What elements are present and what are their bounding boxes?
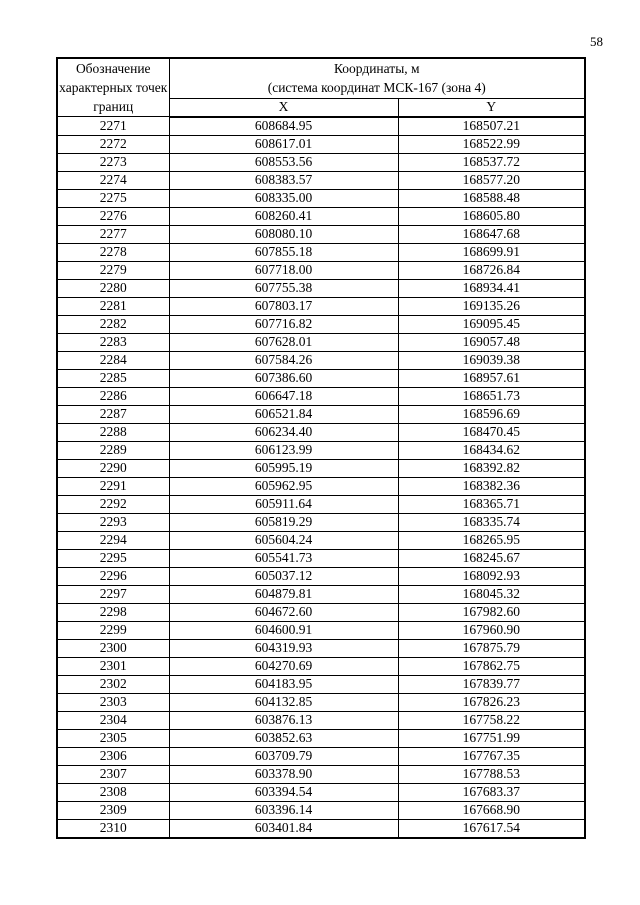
x-coordinate-cell: 603709.79 [169, 747, 398, 765]
point-id-cell: 2298 [57, 603, 169, 621]
y-coordinate-cell: 169095.45 [398, 315, 585, 333]
point-id-cell: 2289 [57, 441, 169, 459]
point-id-cell: 2296 [57, 567, 169, 585]
y-coordinate-cell: 167683.37 [398, 783, 585, 801]
table-row [57, 747, 585, 765]
point-id-cell: 2306 [57, 747, 169, 765]
x-coordinate-cell: 607755.38 [169, 279, 398, 297]
table-row [57, 261, 585, 279]
table-body [57, 117, 585, 838]
point-id-cell: 2286 [57, 387, 169, 405]
x-coordinate-cell: 605819.29 [169, 513, 398, 531]
y-coordinate-cell: 168588.48 [398, 189, 585, 207]
y-coordinate-cell: 167982.60 [398, 603, 585, 621]
point-id-cell: 2287 [57, 405, 169, 423]
table-row [57, 459, 585, 477]
x-coordinate-cell: 606521.84 [169, 405, 398, 423]
x-coordinate-cell: 608335.00 [169, 189, 398, 207]
y-coordinate-cell: 168392.82 [398, 459, 585, 477]
table-header [57, 58, 585, 117]
point-id-cell: 2284 [57, 351, 169, 369]
x-coordinate-cell: 604270.69 [169, 657, 398, 675]
table-row [57, 603, 585, 621]
table-row [57, 621, 585, 639]
x-coordinate-cell: 605037.12 [169, 567, 398, 585]
x-coordinate-cell: 608080.10 [169, 225, 398, 243]
x-coordinate-cell: 605911.64 [169, 495, 398, 513]
point-id-cell: 2275 [57, 189, 169, 207]
table-row [57, 513, 585, 531]
table-row [57, 207, 585, 225]
table-row [57, 387, 585, 405]
y-coordinate-cell: 168245.67 [398, 549, 585, 567]
point-id-cell: 2274 [57, 171, 169, 189]
y-coordinate-cell: 168596.69 [398, 405, 585, 423]
x-coordinate-cell: 606647.18 [169, 387, 398, 405]
y-coordinate-cell: 167960.90 [398, 621, 585, 639]
y-coordinate-cell: 168382.36 [398, 477, 585, 495]
x-coordinate-cell: 603876.13 [169, 711, 398, 729]
x-coordinate-cell: 608383.57 [169, 171, 398, 189]
table-row [57, 675, 585, 693]
x-coordinate-cell: 604672.60 [169, 603, 398, 621]
x-coordinate-cell: 607584.26 [169, 351, 398, 369]
table-row [57, 117, 585, 136]
y-coordinate-cell: 168699.91 [398, 243, 585, 261]
x-coordinate-cell: 608617.01 [169, 135, 398, 153]
y-coordinate-cell: 167668.90 [398, 801, 585, 819]
table-row [57, 711, 585, 729]
table-row [57, 639, 585, 657]
point-id-cell: 2307 [57, 765, 169, 783]
y-coordinate-cell: 168365.71 [398, 495, 585, 513]
point-label-text: Обозначение характерных точек границ [59, 61, 168, 114]
table-row [57, 279, 585, 297]
y-coordinate-cell: 168434.62 [398, 441, 585, 459]
table-row [57, 549, 585, 567]
x-coordinate-cell: 603396.14 [169, 801, 398, 819]
y-coordinate-cell: 167862.75 [398, 657, 585, 675]
point-id-cell: 2302 [57, 675, 169, 693]
y-coordinate-cell: 168647.68 [398, 225, 585, 243]
point-id-cell: 2292 [57, 495, 169, 513]
y-coordinate-cell: 169057.48 [398, 333, 585, 351]
table-row [57, 765, 585, 783]
point-id-cell: 2300 [57, 639, 169, 657]
x-coordinate-cell: 604879.81 [169, 585, 398, 603]
coordinates-table [56, 57, 586, 839]
y-coordinate-cell: 167767.35 [398, 747, 585, 765]
x-coordinate-cell: 603401.84 [169, 819, 398, 838]
y-coordinate-cell: 168726.84 [398, 261, 585, 279]
point-id-cell: 2277 [57, 225, 169, 243]
table-row [57, 531, 585, 549]
point-id-cell: 2303 [57, 693, 169, 711]
y-coordinate-cell: 168265.95 [398, 531, 585, 549]
point-id-cell: 2293 [57, 513, 169, 531]
y-coordinate-cell: 168335.74 [398, 513, 585, 531]
table-row [57, 333, 585, 351]
table-row [57, 441, 585, 459]
table-row [57, 243, 585, 261]
point-id-cell: 2290 [57, 459, 169, 477]
x-coordinate-cell: 603852.63 [169, 729, 398, 747]
y-coordinate-cell: 169039.38 [398, 351, 585, 369]
table-row [57, 495, 585, 513]
coords-system: (система координат МСК-167 (зона 4) [267, 80, 486, 96]
point-id-cell: 2278 [57, 243, 169, 261]
point-id-cell: 2309 [57, 801, 169, 819]
table-row [57, 819, 585, 838]
point-id-cell: 2304 [57, 711, 169, 729]
y-coordinate-cell: 169135.26 [398, 297, 585, 315]
y-coordinate-cell: 167758.22 [398, 711, 585, 729]
x-coordinate-cell: 605541.73 [169, 549, 398, 567]
x-coordinate-cell: 604600.91 [169, 621, 398, 639]
point-id-cell: 2301 [57, 657, 169, 675]
x-coordinate-cell: 607628.01 [169, 333, 398, 351]
x-coordinate-cell: 607718.00 [169, 261, 398, 279]
table-row [57, 171, 585, 189]
y-coordinate-cell: 167839.77 [398, 675, 585, 693]
point-id-cell: 2285 [57, 369, 169, 387]
y-coordinate-cell: 168537.72 [398, 153, 585, 171]
x-coordinate-cell: 607855.18 [169, 243, 398, 261]
table-row [57, 153, 585, 171]
point-id-cell: 2280 [57, 279, 169, 297]
x-coordinate-cell: 607386.60 [169, 369, 398, 387]
x-coordinate-cell: 603394.54 [169, 783, 398, 801]
table-row [57, 477, 585, 495]
table-row [57, 783, 585, 801]
table-row [57, 351, 585, 369]
y-coordinate-cell: 168045.32 [398, 585, 585, 603]
y-coordinate-cell: 168092.93 [398, 567, 585, 585]
table-row [57, 369, 585, 387]
x-coordinate-cell: 605962.95 [169, 477, 398, 495]
table-row [57, 693, 585, 711]
point-id-cell: 2308 [57, 783, 169, 801]
y-coordinate-cell: 168957.61 [398, 369, 585, 387]
point-id-cell: 2305 [57, 729, 169, 747]
point-id-cell: 2291 [57, 477, 169, 495]
point-id-cell: 2272 [57, 135, 169, 153]
table-row [57, 405, 585, 423]
header-x: X [169, 98, 398, 117]
x-coordinate-cell: 604183.95 [169, 675, 398, 693]
y-coordinate-cell: 167617.54 [398, 819, 585, 838]
y-coordinate-cell: 168470.45 [398, 423, 585, 441]
point-id-cell: 2295 [57, 549, 169, 567]
x-coordinate-cell: 605995.19 [169, 459, 398, 477]
header-point-label [57, 58, 169, 117]
point-id-cell: 2310 [57, 819, 169, 838]
table-row [57, 801, 585, 819]
table-row [57, 297, 585, 315]
x-coordinate-cell: 607803.17 [169, 297, 398, 315]
y-coordinate-cell: 167826.23 [398, 693, 585, 711]
x-coordinate-cell: 606123.99 [169, 441, 398, 459]
y-coordinate-cell: 167875.79 [398, 639, 585, 657]
x-coordinate-cell: 604319.93 [169, 639, 398, 657]
table-row [57, 135, 585, 153]
point-id-cell: 2281 [57, 297, 169, 315]
y-coordinate-cell: 168507.21 [398, 117, 585, 136]
table-row [57, 189, 585, 207]
y-coordinate-cell: 168522.99 [398, 135, 585, 153]
coords-title: Координаты, м [333, 61, 420, 77]
y-coordinate-cell: 168651.73 [398, 387, 585, 405]
x-coordinate-cell: 604132.85 [169, 693, 398, 711]
x-coordinate-cell: 605604.24 [169, 531, 398, 549]
header-coords [169, 58, 585, 98]
table-row [57, 225, 585, 243]
point-id-cell: 2271 [57, 117, 169, 136]
x-coordinate-cell: 606234.40 [169, 423, 398, 441]
point-id-cell: 2288 [57, 423, 169, 441]
point-id-cell: 2294 [57, 531, 169, 549]
point-id-cell: 2299 [57, 621, 169, 639]
header-y: Y [398, 98, 585, 117]
table-row [57, 315, 585, 333]
point-id-cell: 2282 [57, 315, 169, 333]
table-row [57, 657, 585, 675]
y-coordinate-cell: 167788.53 [398, 765, 585, 783]
point-id-cell: 2283 [57, 333, 169, 351]
y-coordinate-cell: 168605.80 [398, 207, 585, 225]
point-id-cell: 2297 [57, 585, 169, 603]
y-coordinate-cell: 167751.99 [398, 729, 585, 747]
x-coordinate-cell: 607716.82 [169, 315, 398, 333]
table-row [57, 585, 585, 603]
x-coordinate-cell: 608684.95 [169, 117, 398, 136]
y-coordinate-cell: 168934.41 [398, 279, 585, 297]
table-row [57, 567, 585, 585]
table-row [57, 423, 585, 441]
point-id-cell: 2276 [57, 207, 169, 225]
x-coordinate-cell: 608553.56 [169, 153, 398, 171]
point-id-cell: 2273 [57, 153, 169, 171]
x-coordinate-cell: 608260.41 [169, 207, 398, 225]
x-coordinate-cell: 603378.90 [169, 765, 398, 783]
y-coordinate-cell: 168577.20 [398, 171, 585, 189]
page-number: 58 [590, 34, 603, 49]
table-row [57, 729, 585, 747]
point-id-cell: 2279 [57, 261, 169, 279]
